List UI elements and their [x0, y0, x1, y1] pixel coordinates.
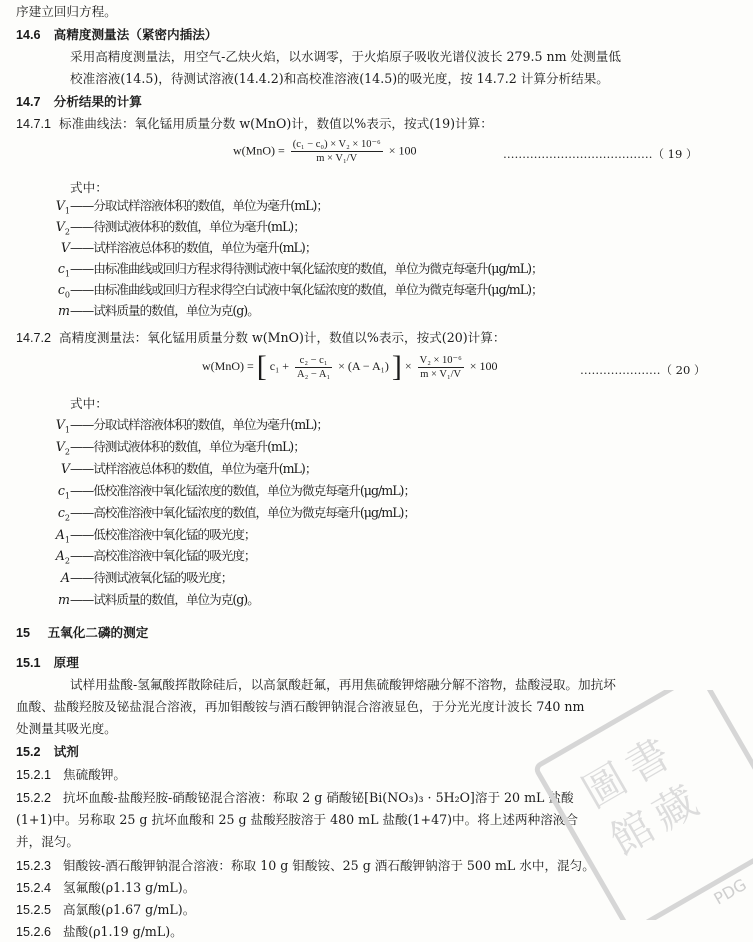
symbol: $V_1$	[55, 417, 70, 435]
definition-item	[30, 570, 232, 586]
definition-item	[30, 483, 415, 505]
svg-text:館: 館	[601, 801, 663, 865]
definition-item	[30, 303, 259, 319]
section-heading-15-1: 15.1 原理	[16, 655, 79, 670]
reagent-item	[16, 767, 126, 783]
definition-text: ——由标准曲线或回归方程求得待测试液中氧化锰浓度的数值，单位为微克每毫升(μg/mL)；	[70, 261, 543, 276]
item-text: 抗坏血酸-盐酸羟胺-硝酸铋混合溶液：称取 2 g 硝酸铋[Bi(NO₃)₃ · 5H₂O]溶于 20 mL 盐酸	[63, 790, 574, 805]
where-label: 式中：	[70, 180, 108, 195]
svg-text:藏: 藏	[644, 776, 706, 840]
definition-text: ——待测试液氧化锰的吸光度；	[70, 570, 233, 586]
definition-item	[30, 527, 256, 549]
item-number: 15.2.1	[16, 768, 52, 782]
symbol: $V_2$	[55, 219, 70, 237]
symbol: $c_1$	[57, 261, 70, 279]
equation-number: …………………（ 20 ）	[580, 363, 706, 377]
reagent-item	[16, 880, 195, 896]
reagent-item-continuation	[16, 834, 79, 850]
item-text: 高氯酸(ρ1.67 g/mL)。	[63, 902, 196, 917]
item-number: 15.2.4	[16, 881, 52, 895]
paragraph-line: 血酸、盐酸羟胺及铋盐混合溶液，再加钼酸铵与酒石酸钾钠混合溶液显色，于分光光度计波长 740 nm	[16, 699, 585, 714]
definition-text: ——高校准溶液中氧化锰浓度的数值，单位为微克每毫升(μg/mL)；	[70, 504, 416, 520]
item-text: 氢氟酸(ρ1.13 g/mL)。	[63, 880, 196, 895]
definition-text: ——试样溶液总体积的数值，单位为毫升(mL)；	[70, 240, 317, 255]
section-heading-15: 15 五氧化二磷的测定	[16, 625, 149, 640]
definition-item	[30, 282, 543, 304]
symbol: m	[58, 592, 70, 608]
item-text: (1+1)中。另称取 25 g 抗坏血酸和 25 g 盐酸羟胺溶于 480 mL 盐酸(1+47)中。将上述两种溶液合	[16, 812, 578, 827]
formula-19: w(MnO) = $\frac{\text{(c₁ − c₀) × V₂ × 10⁻⁶}}{\text{m × V₁/V}}$ × 100	[233, 139, 417, 164]
item-text: 盐酸(ρ1.19 g/mL)。	[63, 924, 183, 939]
symbol: $V_1$	[55, 198, 70, 216]
definition-item	[30, 219, 305, 241]
reagent-item	[16, 858, 595, 874]
definition-item	[30, 198, 328, 220]
definition-text: ——试料质量的数值，单位为克(g)。	[70, 592, 259, 608]
svg-text:書: 書	[617, 728, 679, 793]
definition-text: ——试料质量的数值，单位为克(g)。	[70, 303, 259, 318]
fraction: $\frac{\text{(c₁ − c₀) × V₂ × 10⁻⁶}}{\text{m × V₁/V}}$	[292, 139, 381, 164]
definition-text: ——分取试样溶液体积的数值，单位为毫升(mL)；	[70, 198, 329, 213]
formula-20: w(MnO) = [ c₁ + $\frac{\text{c₂ − c₁}}{\text{A₂ − A₁}}$ × (A − A₁) ] × $\frac{\text{V₂ × 10⁻⁶}}{\text{m × V₁/V}}$ × 100	[202, 350, 498, 383]
definition-text: ——低校准溶液中氧化锰的吸光度；	[70, 526, 256, 542]
item-number: 15.2.3	[16, 859, 52, 873]
definition-item	[30, 417, 328, 439]
symbol: $A_2$	[55, 548, 70, 566]
definition-text: ——低校准溶液中氧化锰浓度的数值，单位为微克每毫升(μg/mL)；	[70, 482, 416, 498]
definition-text: ——分取试样溶液体积的数值，单位为毫升(mL)；	[70, 417, 329, 432]
clause-14-7-1: 14.7.1 标准曲线法：氧化锰用质量分数 w(MnO)计，数值以%表示，按式(19)计算：	[16, 116, 493, 131]
item-text: 钼酸铵-酒石酸钾钠混合溶液：称取 10 g 钼酸铵、25 g 酒石酸钾钠溶于 500 mL 水中，混匀。	[63, 858, 595, 873]
definition-text: ——待测试液体积的数值，单位为毫升(mL)；	[70, 219, 305, 234]
reagent-item-continuation	[16, 812, 578, 828]
symbol: $c_0$	[57, 282, 70, 300]
definition-item	[30, 461, 316, 477]
item-number: 15.2.5	[16, 903, 52, 917]
item-text: 并，混匀。	[16, 834, 79, 849]
section-heading-15-2: 15.2 试剂	[16, 744, 79, 759]
definition-item	[30, 439, 305, 461]
definition-item	[30, 505, 415, 527]
symbol: V	[60, 460, 70, 476]
definition-item	[30, 548, 256, 570]
svg-text:圖: 圖	[574, 753, 636, 818]
fraction: $\frac{\text{V₂ × 10⁻⁶}}{\text{m × V₁/V}}$	[419, 354, 462, 380]
svg-text:PDG: PDG	[710, 874, 750, 909]
text-line: 序建立回归方程。	[16, 4, 117, 19]
symbol: $c_2$	[57, 504, 70, 523]
paragraph-line: 校准溶液(14.5)，待测试溶液(14.4.2)和高校准溶液(14.5)的吸光度，按 14.7.2 计算分析结果。	[70, 71, 609, 86]
paragraph-line: 采用高精度测量法，用空气-乙炔火焰，以水调零，于火焰原子吸收光谱仪波长 279.5 nm 处测量低	[70, 49, 621, 64]
definition-item	[30, 592, 259, 608]
definition-item	[30, 240, 316, 256]
item-number: 15.2.2	[16, 791, 52, 805]
definition-text: ——由标准曲线或回归方程求得空白试液中氧化锰浓度的数值，单位为微克每毫升(μg/mL)；	[70, 282, 543, 297]
watermark-seal-icon	[528, 690, 753, 920]
paragraph-line: 试样用盐酸-氢氟酸挥散除硅后，以高氯酸赶氟，再用焦硫酸钾熔融分解不溶物，盐酸浸取。加抗坏	[70, 677, 616, 692]
definition-text: ——试样溶液总体积的数值，单位为毫升(mL)；	[70, 460, 317, 476]
definition-item	[30, 261, 543, 283]
section-heading-14-6: 14.6 高精度测量法（紧密内插法）	[16, 27, 218, 42]
symbol: $V_2$	[55, 438, 70, 457]
reagent-item	[16, 924, 183, 940]
symbol: A	[60, 570, 70, 586]
definition-text: ——高校准溶液中氧化锰的吸光度；	[70, 548, 256, 564]
definition-text: ——待测试液体积的数值，单位为毫升(mL)；	[70, 438, 305, 454]
symbol: V	[60, 240, 70, 255]
item-text: 焦硫酸钾。	[63, 767, 126, 782]
equation-number: …………………………………（ 19 ）	[503, 147, 698, 161]
reagent-item	[16, 790, 574, 806]
reagent-item	[16, 902, 195, 918]
fraction: $\frac{\text{c₂ − c₁}}{\text{A₂ − A₁}}$	[297, 354, 331, 380]
item-number: 15.2.6	[16, 925, 52, 939]
watermark-seal	[528, 690, 753, 920]
symbol: m	[58, 303, 70, 318]
clause-14-7-2: 14.7.2 高精度测量法：氧化锰用质量分数 w(MnO)计，数值以%表示，按式(20)计算：	[16, 330, 506, 345]
paragraph-line: 处测量其吸光度。	[16, 721, 117, 736]
section-heading-14-7: 14.7 分析结果的计算	[16, 94, 142, 109]
symbol: $c_1$	[57, 482, 70, 501]
where-label: 式中：	[70, 396, 108, 411]
symbol: $A_1$	[55, 526, 70, 545]
